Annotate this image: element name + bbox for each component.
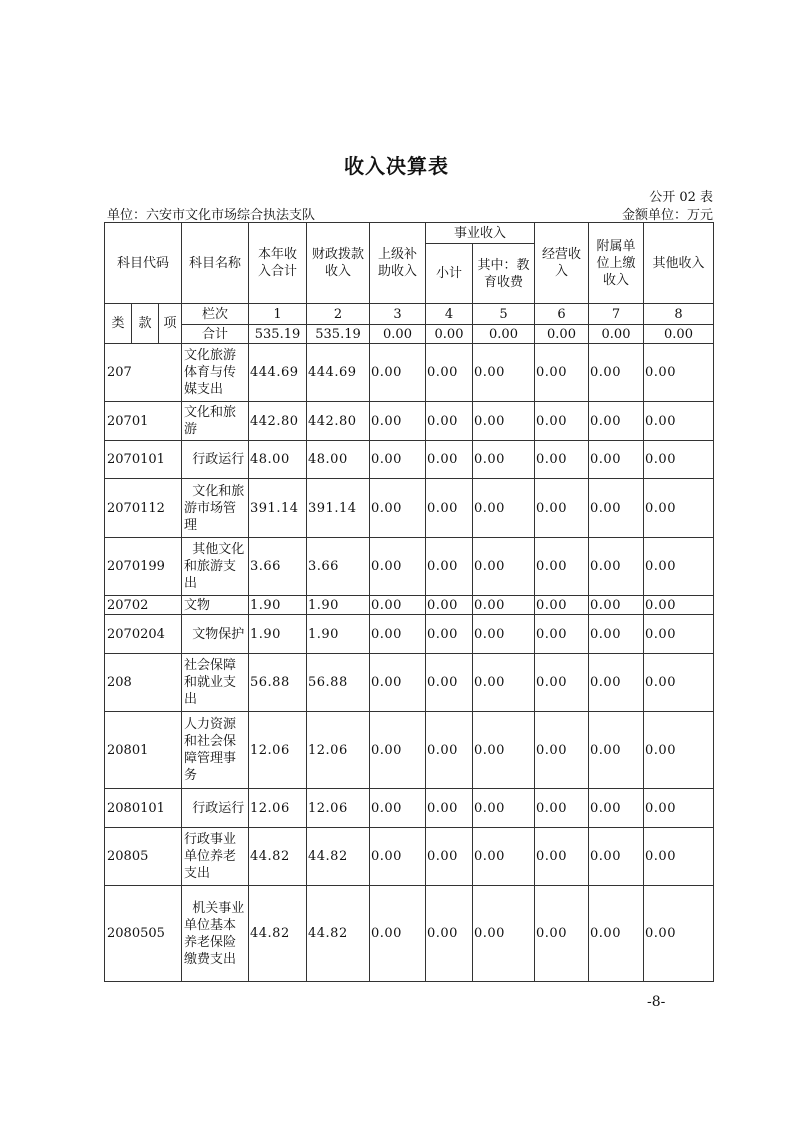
header-fiscal-allocation-text: 财政拨款收入 [311, 247, 364, 279]
amount-cell: 44.82 [249, 886, 307, 982]
header-row-1 [105, 223, 714, 244]
column-number: 8 [644, 304, 714, 325]
total-value: 0.00 [589, 325, 644, 344]
subject-code: 20702 [105, 596, 182, 615]
amount-cell: 0.00 [644, 886, 714, 982]
subject-code: 2080101 [105, 789, 182, 828]
amount-cell: 12.06 [307, 789, 370, 828]
amount-cell: 1.90 [307, 596, 370, 615]
header-operating-income [535, 223, 589, 304]
total-value: 0.00 [644, 325, 714, 344]
amount-cell: 0.00 [535, 538, 589, 596]
subject-name: 文物保护 [182, 615, 249, 654]
subject-name: 行政运行 [182, 789, 249, 828]
column-number: 4 [426, 304, 473, 325]
amount-cell: 0.00 [473, 828, 535, 886]
amount-cell: 0.00 [644, 654, 714, 712]
table-row [105, 886, 714, 982]
column-number: 6 [535, 304, 589, 325]
table-row [105, 712, 714, 789]
amount-cell: 0.00 [473, 789, 535, 828]
column-number: 3 [370, 304, 426, 325]
total-value: 0.00 [426, 325, 473, 344]
amount-cell: 56.88 [307, 654, 370, 712]
totals-row [105, 325, 714, 344]
amount-cell: 1.90 [307, 615, 370, 654]
amount-cell: 0.00 [473, 538, 535, 596]
amount-cell: 0.00 [426, 712, 473, 789]
header-subject-name: 科目名称 [182, 223, 249, 304]
subject-name: 人力资源和社会保障管理事务 [182, 712, 249, 789]
amount-cell: 0.00 [644, 789, 714, 828]
amount-unit: 金额单位：万元 [621, 208, 713, 223]
amount-cell: 0.00 [426, 596, 473, 615]
income-final-accounts-table [104, 222, 714, 982]
column-number: 5 [473, 304, 535, 325]
header-lei: 类 [105, 304, 132, 344]
column-index-row [105, 304, 714, 325]
subject-code: 20701 [105, 402, 182, 441]
amount-cell: 0.00 [535, 596, 589, 615]
page-title: 收入决算表 [344, 154, 449, 178]
amount-cell: 0.00 [589, 479, 644, 538]
header-education-fees-text: 其中：教育收费 [477, 257, 530, 290]
amount-cell: 0.00 [589, 402, 644, 441]
amount-cell: 0.00 [473, 654, 535, 712]
amount-cell: 0.00 [426, 402, 473, 441]
total-value: 535.19 [249, 325, 307, 344]
amount-cell: 0.00 [426, 538, 473, 596]
amount-cell: 0.00 [370, 654, 426, 712]
amount-cell: 0.00 [644, 441, 714, 479]
subject-code: 208 [105, 654, 182, 712]
amount-cell: 444.69 [249, 344, 307, 402]
column-index-label: 栏次 [182, 304, 249, 325]
amount-cell: 3.66 [307, 538, 370, 596]
amount-cell: 0.00 [589, 441, 644, 479]
amount-cell: 442.80 [307, 402, 370, 441]
amount-cell: 0.00 [370, 789, 426, 828]
amount-cell: 0.00 [535, 789, 589, 828]
amount-cell: 0.00 [473, 886, 535, 982]
subject-code: 20801 [105, 712, 182, 789]
amount-cell: 0.00 [370, 344, 426, 402]
amount-cell: 0.00 [535, 828, 589, 886]
column-number: 7 [589, 304, 644, 325]
subject-name: 行政运行 [182, 441, 249, 479]
header-xiang: 项 [159, 304, 182, 344]
amount-cell: 0.00 [644, 538, 714, 596]
amount-cell: 0.00 [426, 654, 473, 712]
amount-cell: 0.00 [535, 344, 589, 402]
amount-cell: 1.90 [249, 615, 307, 654]
header-affiliated-turnover-text: 附属单位上缴收入 [596, 238, 636, 288]
header-kuan: 款 [132, 304, 159, 344]
subject-name: 文化旅游体育与传媒支出 [182, 344, 249, 402]
amount-cell: 0.00 [473, 596, 535, 615]
amount-cell: 0.00 [589, 789, 644, 828]
amount-cell: 442.80 [249, 402, 307, 441]
amount-cell: 0.00 [644, 344, 714, 402]
header-operating-income-text: 经营收入 [542, 247, 582, 279]
amount-cell: 0.00 [370, 402, 426, 441]
table-row [105, 596, 714, 615]
amount-cell: 56.88 [249, 654, 307, 712]
page-number: -8- [647, 994, 666, 1010]
amount-cell: 0.00 [370, 441, 426, 479]
table-row [105, 615, 714, 654]
amount-cell: 48.00 [307, 441, 370, 479]
amount-cell: 0.00 [370, 596, 426, 615]
subject-name: 机关事业单位基本养老保险缴费支出 [182, 886, 249, 982]
form-number: 公开 02 表 [649, 190, 713, 205]
amount-cell: 0.00 [426, 479, 473, 538]
amount-cell: 0.00 [473, 615, 535, 654]
subject-code: 2070112 [105, 479, 182, 538]
subject-name: 文化和旅游市场管理 [182, 479, 249, 538]
table-row [105, 789, 714, 828]
amount-cell: 0.00 [426, 615, 473, 654]
amount-cell: 44.82 [307, 886, 370, 982]
amount-cell: 0.00 [370, 479, 426, 538]
amount-cell: 0.00 [370, 886, 426, 982]
subject-name: 行政事业单位养老支出 [182, 828, 249, 886]
table-row [105, 441, 714, 479]
column-number: 2 [307, 304, 370, 325]
amount-cell: 0.00 [644, 479, 714, 538]
amount-cell: 444.69 [307, 344, 370, 402]
amount-cell: 0.00 [535, 654, 589, 712]
amount-cell: 0.00 [644, 828, 714, 886]
amount-cell: 0.00 [535, 886, 589, 982]
amount-cell: 0.00 [589, 615, 644, 654]
header-affiliated-turnover [589, 223, 644, 304]
amount-cell: 0.00 [370, 538, 426, 596]
header-business-income: 事业收入 [426, 223, 535, 244]
table-row [105, 479, 714, 538]
header-other-income: 其他收入 [644, 223, 714, 304]
amount-cell: 0.00 [589, 538, 644, 596]
amount-cell: 1.90 [249, 596, 307, 615]
subject-name: 文物 [182, 596, 249, 615]
total-label: 合计 [182, 325, 249, 344]
amount-cell: 0.00 [473, 441, 535, 479]
amount-cell: 0.00 [589, 828, 644, 886]
amount-cell: 0.00 [426, 344, 473, 402]
amount-cell: 0.00 [426, 789, 473, 828]
amount-cell: 0.00 [589, 596, 644, 615]
amount-cell: 12.06 [307, 712, 370, 789]
table-row [105, 538, 714, 596]
amount-cell: 0.00 [473, 344, 535, 402]
subject-name: 文化和旅游 [182, 402, 249, 441]
amount-cell: 0.00 [426, 441, 473, 479]
amount-cell: 0.00 [426, 886, 473, 982]
amount-cell: 0.00 [644, 596, 714, 615]
table-row [105, 344, 714, 402]
amount-cell: 0.00 [426, 828, 473, 886]
header-total-income [249, 223, 307, 304]
subject-code: 207 [105, 344, 182, 402]
amount-cell: 391.14 [249, 479, 307, 538]
table-row [105, 654, 714, 712]
amount-cell: 0.00 [370, 828, 426, 886]
subject-name: 社会保障和就业支出 [182, 654, 249, 712]
amount-cell: 12.06 [249, 789, 307, 828]
amount-cell: 0.00 [370, 712, 426, 789]
amount-cell: 0.00 [589, 712, 644, 789]
amount-cell: 0.00 [473, 479, 535, 538]
amount-cell: 3.66 [249, 538, 307, 596]
amount-cell: 12.06 [249, 712, 307, 789]
amount-cell: 44.82 [249, 828, 307, 886]
total-value: 0.00 [535, 325, 589, 344]
header-education-fees [473, 244, 535, 304]
header-superior-subsidy [370, 223, 426, 304]
amount-cell: 0.00 [370, 615, 426, 654]
amount-cell: 391.14 [307, 479, 370, 538]
header-subject-code: 科目代码 [105, 223, 182, 304]
amount-cell: 0.00 [589, 654, 644, 712]
amount-cell: 0.00 [535, 615, 589, 654]
amount-cell: 44.82 [307, 828, 370, 886]
amount-cell: 0.00 [644, 712, 714, 789]
amount-cell: 0.00 [535, 441, 589, 479]
subject-code: 2070199 [105, 538, 182, 596]
column-number: 1 [249, 304, 307, 325]
amount-cell: 0.00 [535, 712, 589, 789]
header-superior-subsidy-text: 上级补助收入 [377, 247, 417, 279]
subject-code: 2080505 [105, 886, 182, 982]
table-row [105, 402, 714, 441]
amount-cell: 0.00 [644, 402, 714, 441]
subject-name: 其他文化和旅游支出 [182, 538, 249, 596]
amount-cell: 0.00 [535, 479, 589, 538]
total-value: 0.00 [370, 325, 426, 344]
total-value: 0.00 [473, 325, 535, 344]
reporting-unit: 单位：六安市文化市场综合执法支队 [107, 208, 316, 223]
amount-cell: 0.00 [473, 402, 535, 441]
amount-cell: 48.00 [249, 441, 307, 479]
table-row [105, 828, 714, 886]
amount-cell: 0.00 [589, 886, 644, 982]
amount-cell: 0.00 [473, 712, 535, 789]
amount-cell: 0.00 [589, 344, 644, 402]
total-value: 535.19 [307, 325, 370, 344]
subject-code: 2070204 [105, 615, 182, 654]
amount-cell: 0.00 [535, 402, 589, 441]
subject-code: 20805 [105, 828, 182, 886]
subject-code: 2070101 [105, 441, 182, 479]
header-fiscal-allocation [307, 223, 370, 304]
header-total-income-text: 本年收入合计 [257, 247, 297, 279]
amount-cell: 0.00 [644, 615, 714, 654]
header-subtotal: 小计 [426, 244, 473, 304]
